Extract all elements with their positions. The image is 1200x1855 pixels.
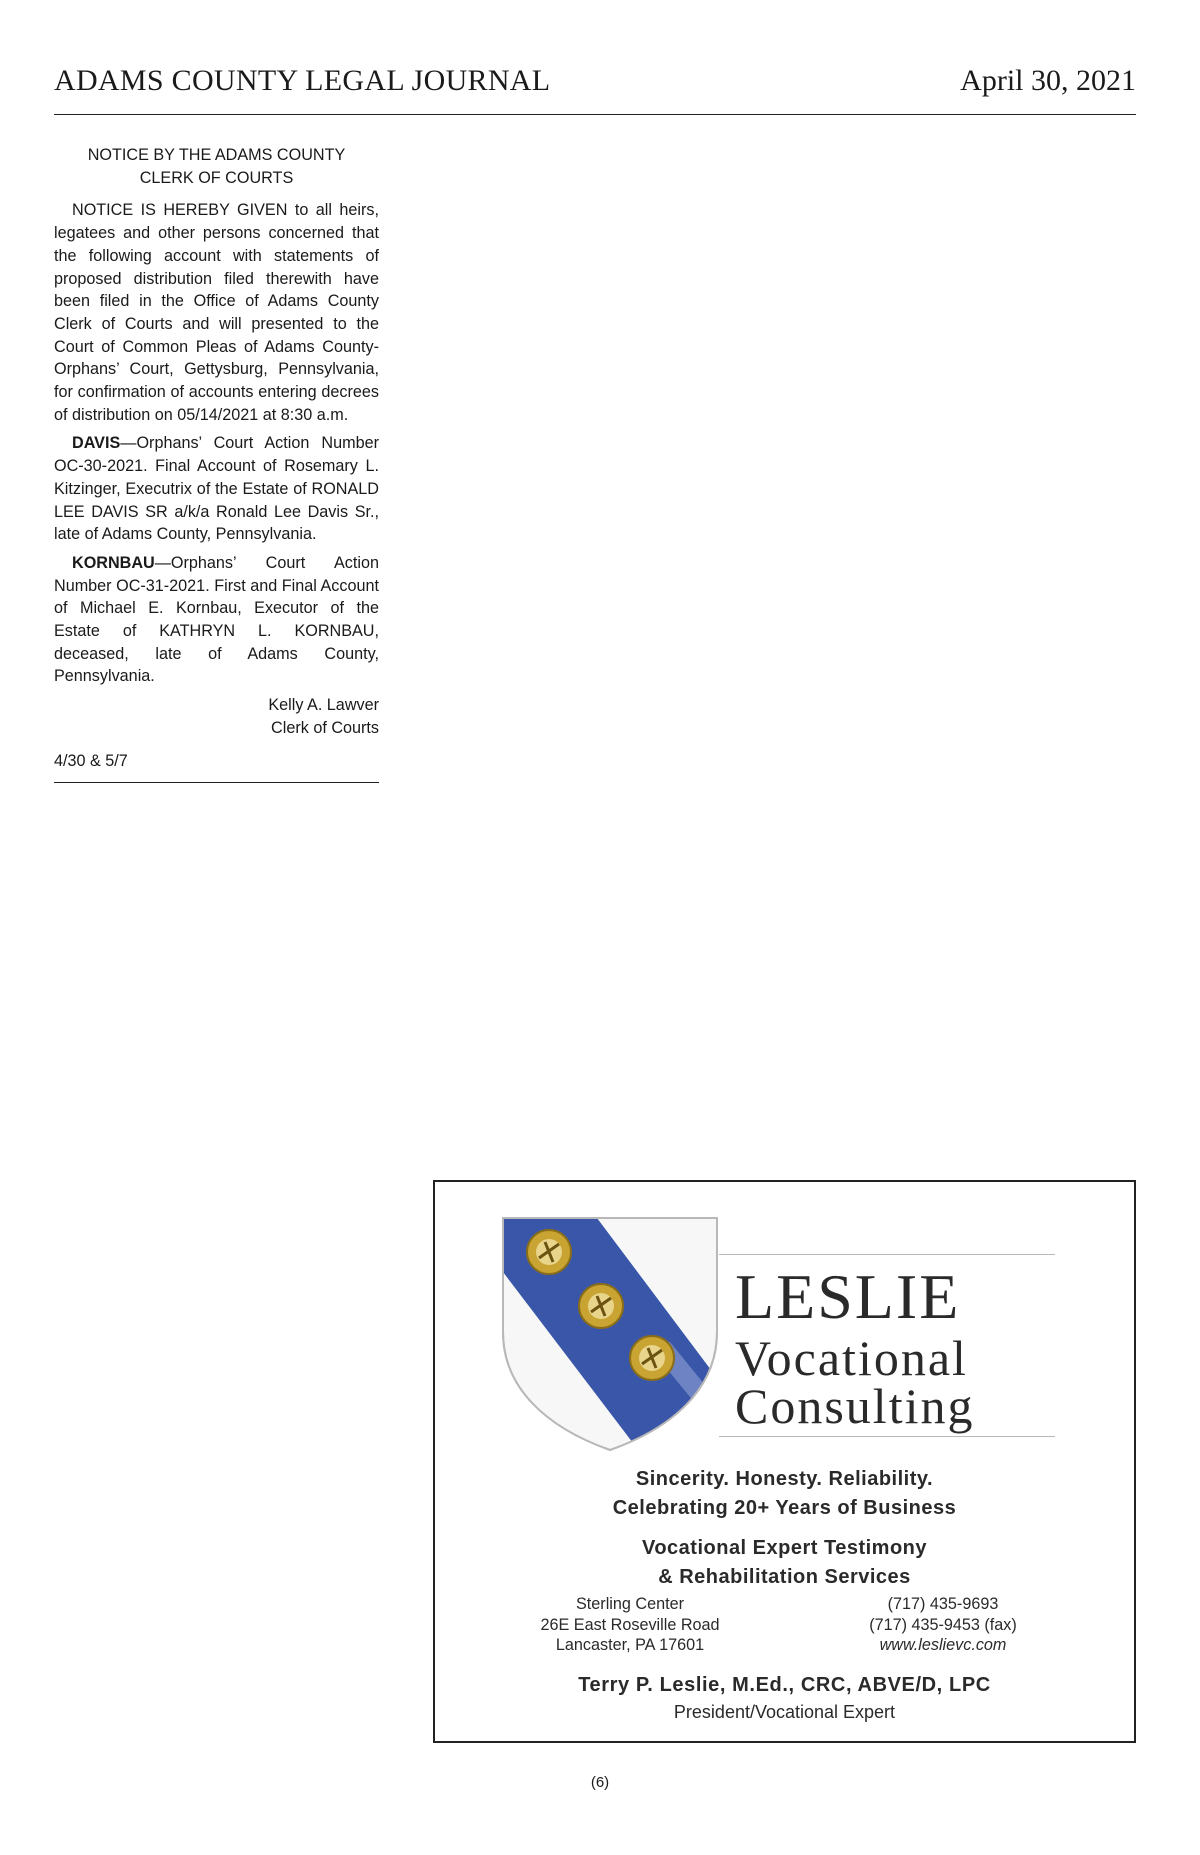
medallion-2: [579, 1284, 623, 1328]
leslie-advertisement: [433, 1180, 1136, 1743]
principal-role: President/Vocational Expert: [673, 1702, 896, 1722]
notice-entry-kornbau: [54, 552, 379, 688]
clerk-notice: [54, 144, 379, 783]
journal-header: [54, 62, 1136, 115]
entry-name: KORNBAU: [72, 553, 155, 572]
brand-name-vocational: Vocational: [735, 1330, 968, 1386]
logo-rule-bottom: [719, 1436, 1055, 1437]
address-line-3: Lancaster, PA 17601: [555, 1636, 705, 1654]
medallion-1: [527, 1230, 571, 1274]
tagline-values: Sincerity. Honesty. Reliability.: [635, 1468, 934, 1490]
notice-intro: NOTICE IS HEREBY GIVEN to all heirs, legatees and other persons concerned that the following account with statements of proposed distribution filed therewith have been filed in the Office of Adams County Clerk of Courts and will presented to the Court of Common Pleas of Adams County-Orphans’ Court, Gettysburg, Pennsylvania, for confirmation of accounts entering decrees of distribution on 05/14/2021 at 8:30 a.m.: [54, 201, 379, 424]
signature-block: [54, 694, 379, 739]
notice-title-line-2: CLERK OF COURTS: [139, 168, 294, 187]
service-testimony: Vocational Expert Testimony: [641, 1537, 928, 1559]
address-block: [515, 1594, 745, 1656]
publication-dates: 4/30 & 5/7: [54, 751, 128, 770]
logo-rule-top: [719, 1254, 1055, 1255]
contact-block: [833, 1594, 1053, 1656]
phone-number: (717) 435-9693: [887, 1595, 999, 1613]
tagline-anniversary: Celebrating 20+ Years of Business: [612, 1497, 957, 1519]
brand-name-consulting: Consulting: [735, 1378, 975, 1434]
company-logo: [495, 1212, 1065, 1452]
notice-divider: [54, 782, 379, 783]
brand-name-leslie: LESLIE: [735, 1261, 961, 1332]
principal-name: Terry P. Leslie, M.Ed., CRC, ABVE/D, LPC: [578, 1674, 991, 1696]
signer-title: Clerk of Courts: [271, 718, 379, 737]
page-number: (6): [590, 1774, 610, 1791]
notice-title: [54, 144, 379, 189]
entry-name: DAVIS: [72, 434, 121, 453]
medallion-3: [630, 1336, 674, 1380]
issue-date: April 30, 2021: [960, 64, 1136, 97]
shield-crest-icon: [495, 1212, 725, 1452]
signer-name: Kelly A. Lawver: [268, 696, 379, 715]
entry-text: —Orphans’ Court Action Number OC-31-2021. First and Final Account of Michael E. Kornbau, Executor of the Estate of KATHRYN L. KORNBAU, deceased, late of Adams County, Pennsylvania.: [54, 553, 379, 686]
journal-title: ADAMS COUNTY LEGAL JOURNAL: [54, 64, 551, 97]
service-rehabilitation: & Rehabilitation Services: [658, 1566, 911, 1588]
address-line-2: 26E East Roseville Road: [540, 1615, 720, 1634]
entry-text: —Orphans’ Court Action Number OC-30-2021. Final Account of Rosemary L. Kitzinger, Executrix of the Estate of RONALD LEE DAVIS SR a/k/a Ronald Lee Davis Sr., late of Adams County, Pennsylvania.: [54, 434, 379, 544]
notice-entry-davis: [54, 432, 379, 546]
address-line-1: Sterling Center: [576, 1595, 684, 1613]
website-link[interactable]: www.leslievc.com: [879, 1636, 1007, 1654]
fax-number: (717) 435-9453 (fax): [869, 1615, 1017, 1634]
notice-title-line-1: NOTICE BY THE ADAMS COUNTY: [87, 146, 346, 164]
